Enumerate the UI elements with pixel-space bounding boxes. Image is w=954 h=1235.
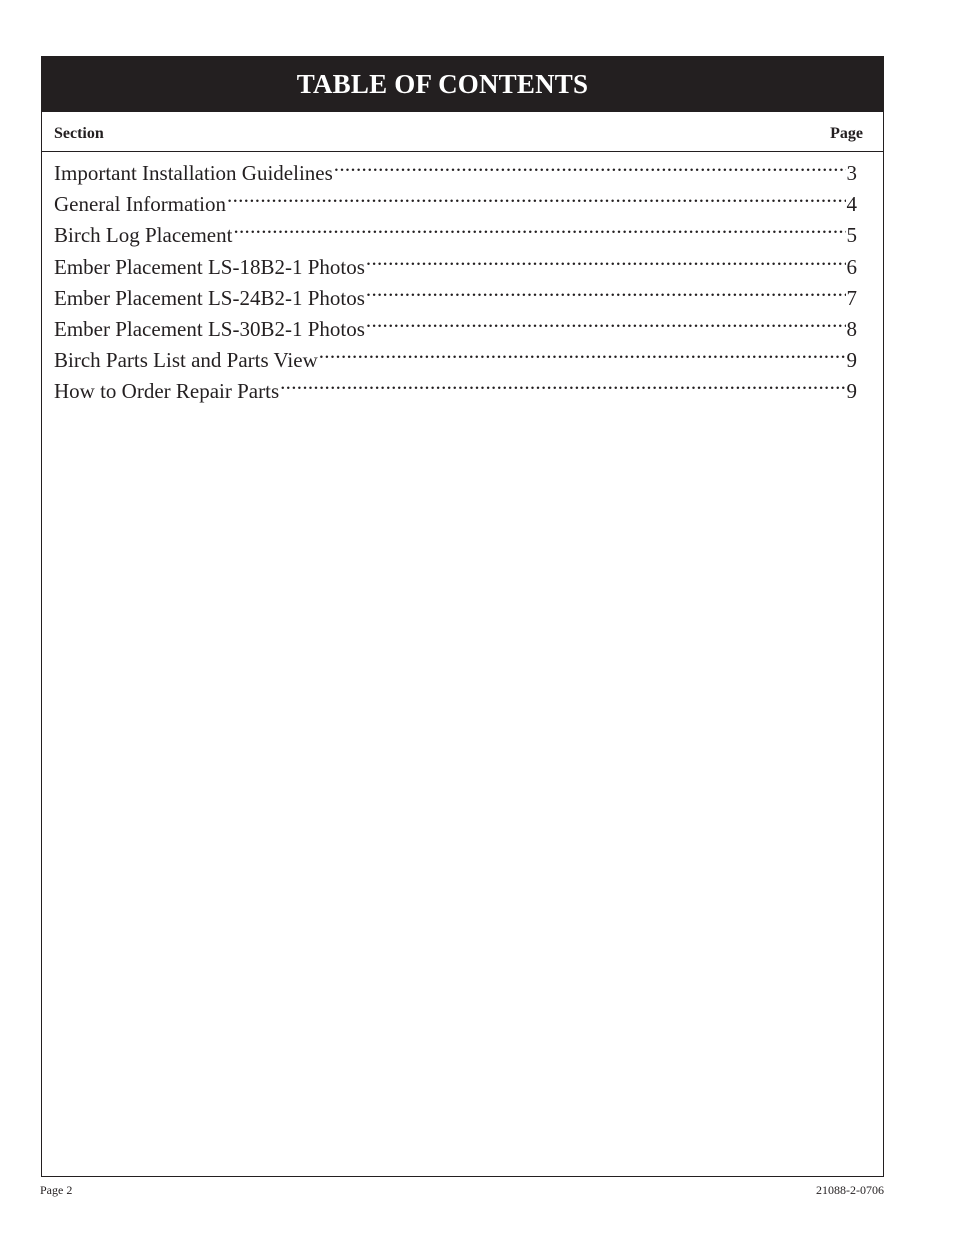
toc-entry-label: Birch Parts List and Parts View [54,348,318,373]
toc-entry-label: Important Installation Guidelines [54,161,333,185]
dot-leader [334,159,846,180]
toc-entry-page: 3 [846,161,857,185]
toc-entry-label: Ember Placement LS-24B2-1 Photos [54,285,365,310]
page-title: TABLE OF CONTENTS [296,69,589,99]
column-headers [54,125,863,143]
footer-document-code: 21088-2-0706 [816,1183,884,1197]
content-frame [41,56,884,1177]
toc-entry-how-to-order-repair-parts[interactable] [54,376,857,407]
dot-leader [280,377,845,398]
toc-entry-page: 6 [846,254,857,279]
toc-entry-ember-placement-ls-24b2-1[interactable] [54,283,857,314]
toc-entry-label: Ember Placement LS-30B2-1 Photos [54,316,365,341]
toc-list [54,158,857,408]
toc-entry-page: 5 [846,223,857,248]
dot-leader [319,346,846,367]
section-column-header: Section [54,125,104,142]
toc-entry-important-installation-guidelines[interactable] [54,158,857,189]
toc-entry-page: 8 [846,316,857,341]
header-divider [42,151,883,152]
page-column-header: Page [830,125,863,142]
toc-entry-general-information[interactable] [54,189,857,220]
dot-leader [366,315,846,336]
toc-entry-ember-placement-ls-30b2-1[interactable] [54,314,857,345]
toc-entry-birch-parts-list[interactable] [54,345,857,376]
dot-leader [366,284,846,305]
toc-entry-label: How to Order Repair Parts [54,379,280,404]
title-banner [42,57,883,112]
dot-leader [366,253,846,274]
toc-entry-page: 7 [846,285,857,310]
toc-entry-page: 9 [846,348,857,373]
dot-leader [233,221,845,242]
footer-page-number: Page 2 [40,1183,73,1197]
toc-entry-birch-log-placement[interactable] [54,220,857,251]
toc-entry-ember-placement-ls-18b2-1[interactable] [54,252,857,283]
page-footer [40,1183,884,1198]
toc-entry-label: General Information [54,192,227,217]
toc-entry-label: Birch Log Placement [54,223,233,248]
toc-entry-page: 4 [846,192,857,217]
toc-entry-page: 9 [846,379,857,404]
dot-leader [227,190,845,211]
toc-entry-label: Ember Placement LS-18B2-1 Photos [54,254,365,279]
